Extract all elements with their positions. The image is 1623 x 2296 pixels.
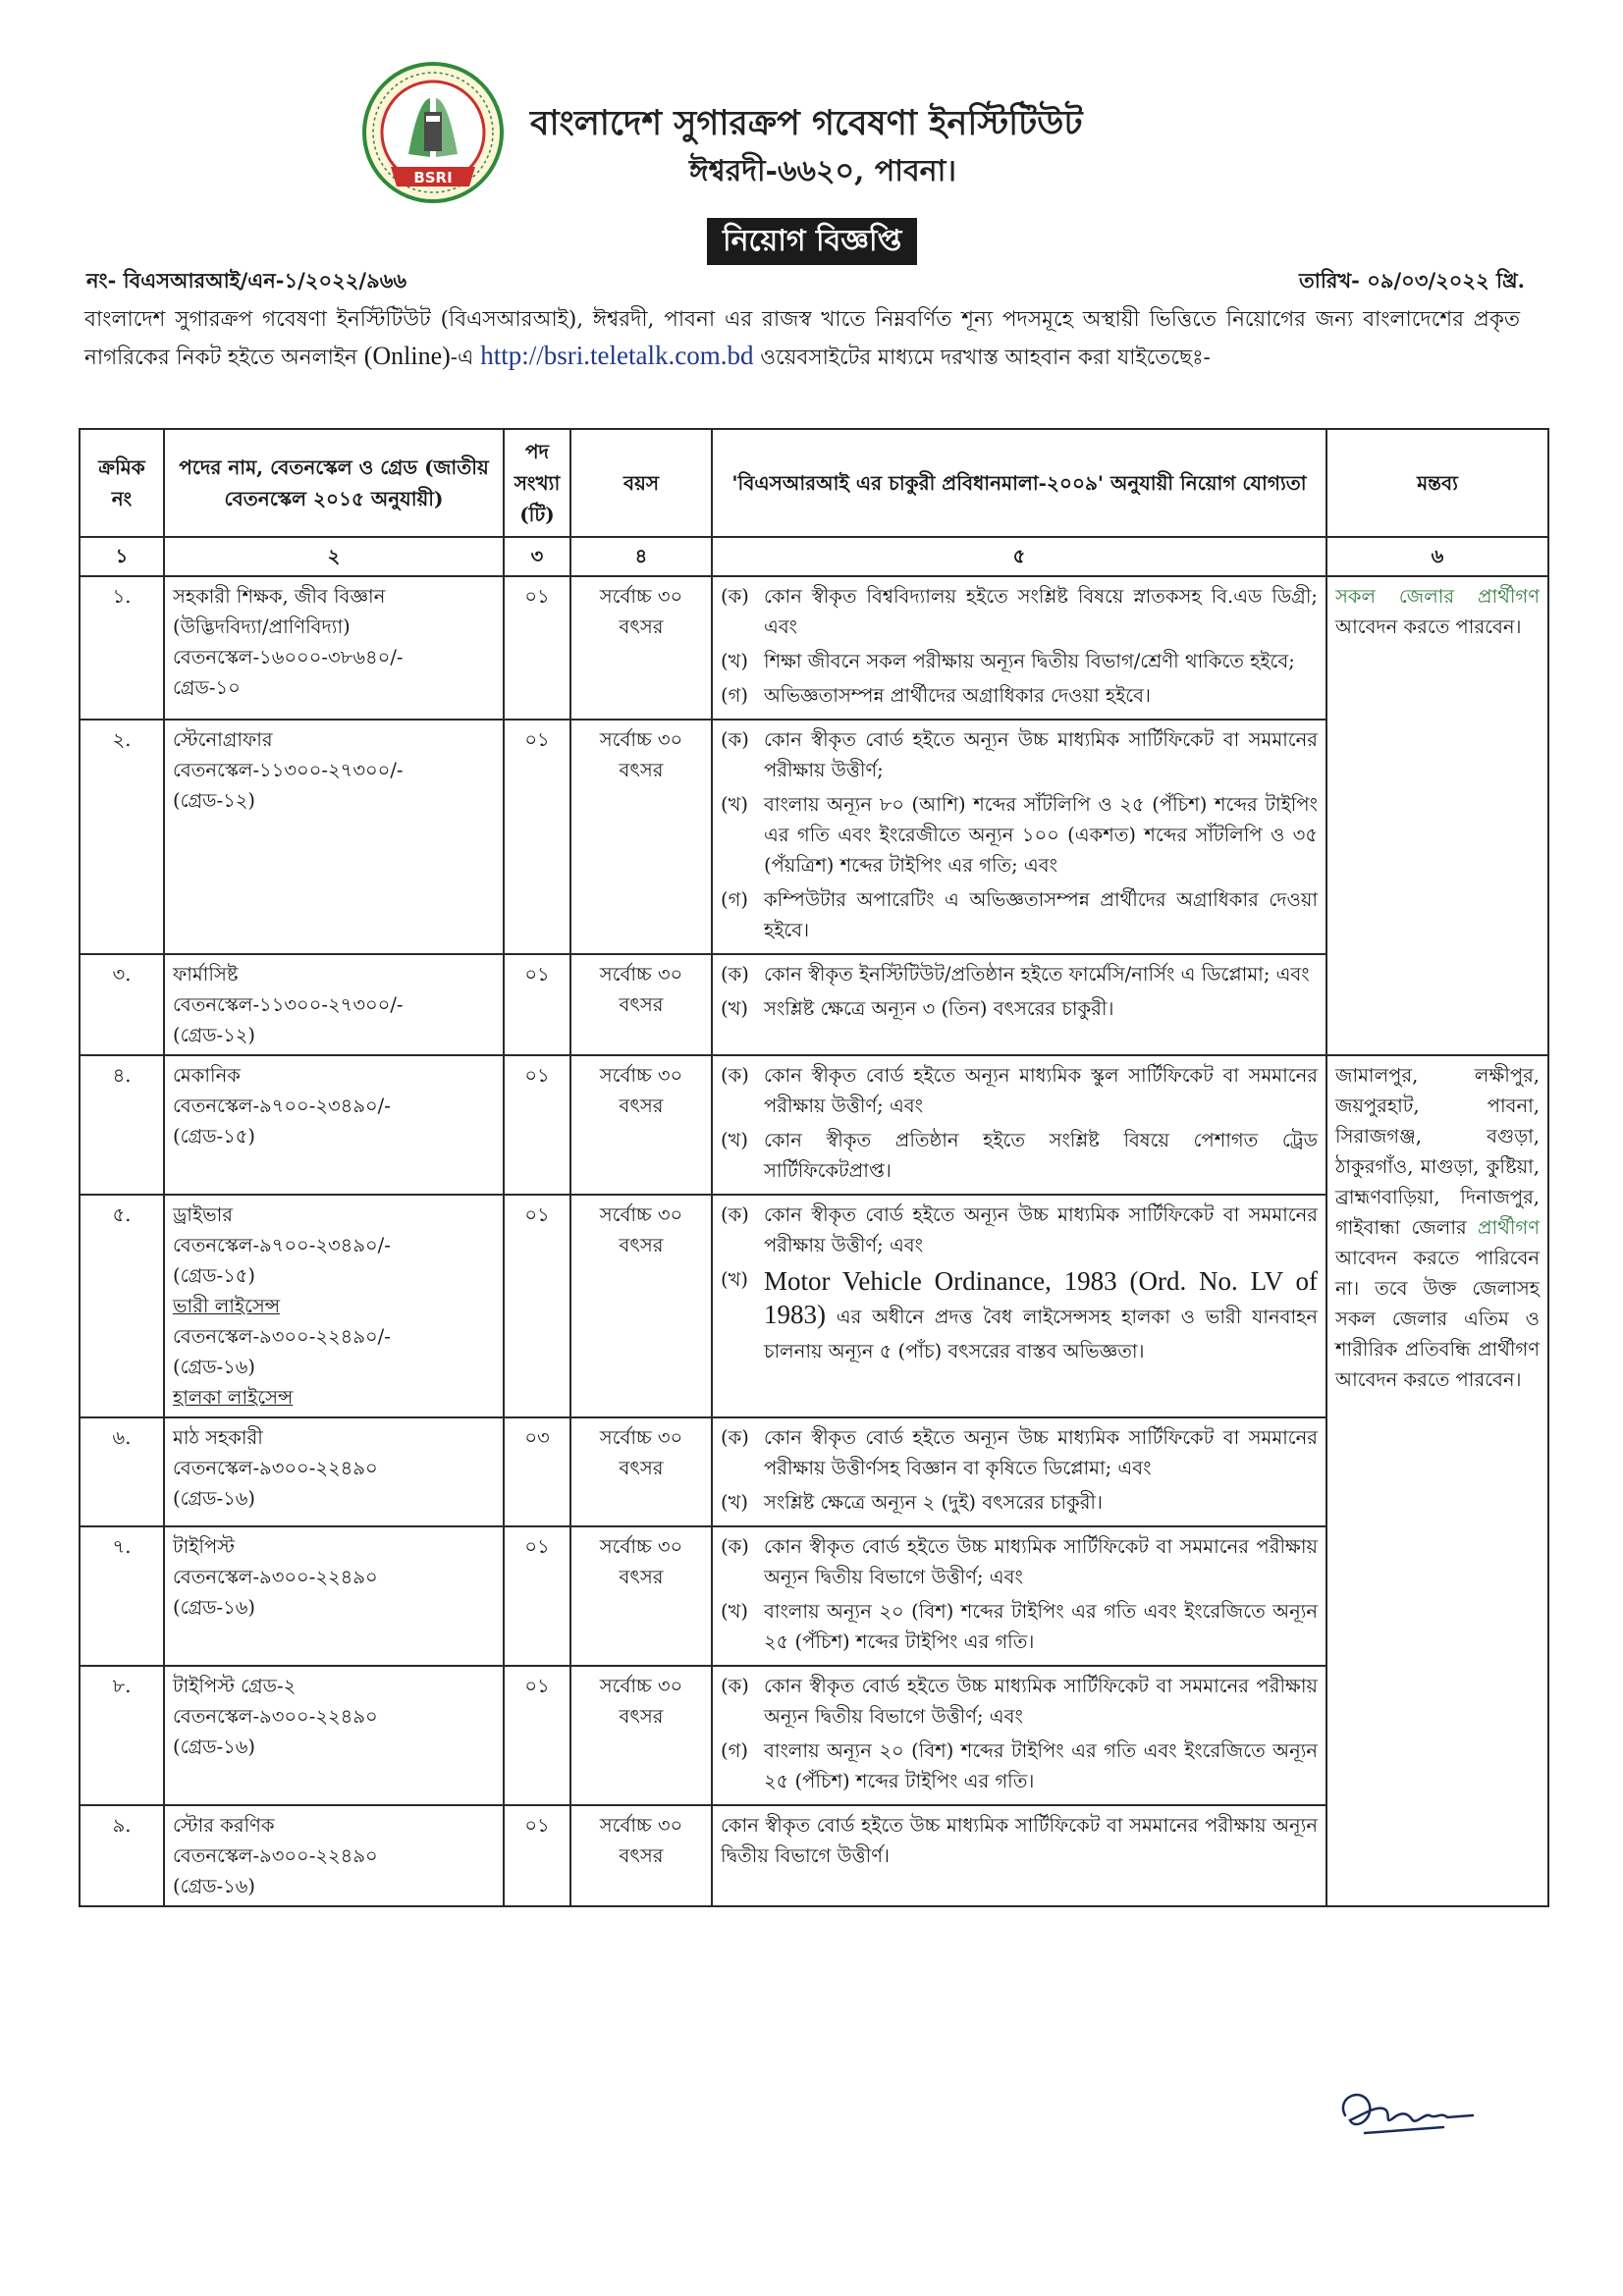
post-cell — [164, 1055, 504, 1195]
qualification-text — [764, 789, 1318, 881]
column-number: ৬ — [1326, 537, 1548, 576]
vacancy-table-body — [80, 576, 1548, 1906]
qualification-text-main: Motor Vehicle Ordinance, 1983 (Ord. No. LV of 1983) — [764, 1266, 1318, 1329]
post-cell — [164, 720, 504, 954]
qualification-marker: (ক) — [721, 1535, 749, 1558]
age-limit-cell: সর্বোচ্চ ৩০ বৎসর — [570, 1805, 712, 1906]
post-cell — [164, 1805, 504, 1906]
qualification-item — [721, 959, 1318, 989]
qualification-text — [764, 1735, 1318, 1796]
post-line: মাঠ সহকারী — [173, 1426, 263, 1449]
qualification-item — [721, 581, 1318, 642]
post-line: (গ্রেড-১২) — [173, 789, 256, 812]
post-line: টাইপিস্ট গ্রেড-২ — [173, 1675, 297, 1697]
qualification-text-main: বাংলায় অন্যূন ৮০ (আশি) শব্দের সাঁটলিপি ও ২৫ (পঁচিশ) শব্দের টাইপিং এর গতি এবং ইংরেজীতে অন্যূন ১০০ (একশত) শব্দের সাঁটলিপি ও ৩৫ (পঁয়ত্রিশ) শব্দের টাইপিং এর গতি; এবং — [764, 793, 1318, 877]
post-line: ভারী লাইসেন্স — [173, 1295, 281, 1317]
column-number: ২ — [164, 537, 504, 576]
qualification-text — [764, 1264, 1318, 1366]
qualification-text — [764, 1060, 1318, 1121]
post-line: ড্রাইভার — [173, 1203, 234, 1226]
qualification-item — [721, 1671, 1318, 1732]
age-limit-cell: সর্বোচ্চ ৩০ বৎসর — [570, 1666, 712, 1805]
column-number: ১ — [80, 537, 164, 576]
intro-paragraph — [84, 302, 1520, 376]
header-count: পদ সংখ্যা (টি) — [504, 429, 570, 537]
qualification-cell — [712, 1526, 1326, 1666]
post-line: বেতনস্কেল-১১৩০০-২৭৩০০/- — [173, 759, 404, 781]
post-line: বেতনস্কেল-৯৭০০-২৩৪৯০/- — [173, 1234, 391, 1256]
post-line: (গ্রেড-১২) — [173, 1024, 256, 1046]
signature — [1325, 2076, 1492, 2145]
serial-cell: ৬. — [80, 1417, 164, 1526]
qualification-marker: (গ) — [721, 1739, 748, 1762]
qualification-text — [764, 724, 1318, 785]
post-line: বেতনস্কেল-১১৩০০-২৭৩০০/- — [173, 993, 404, 1016]
post-line: (উদ্ভিদবিদ্যা/প্রাণিবিদ্যা) — [173, 615, 351, 638]
serial-cell: ৪. — [80, 1055, 164, 1195]
qualification-text-main: কোন স্বীকৃত বোর্ড হইতে উচ্চ মাধ্যমিক সার্টিফিকেট বা সমমানের পরীক্ষায় অন্যূন দ্বিতীয় বিভাগে উত্তীর্ণ; এবং — [764, 1535, 1318, 1588]
post-count-cell: ০১ — [504, 954, 570, 1055]
post-line: বেতনস্কেল-৯৩০০-২২৪৯০ — [173, 1457, 378, 1479]
qualification-text — [764, 1487, 1318, 1518]
qualification-marker: (খ) — [721, 997, 749, 1020]
post-line: (গ্রেড-১৬) — [173, 1487, 256, 1510]
post-line: বেতনস্কেল-৯৩০০-২২৪৯০ — [173, 1705, 378, 1728]
qualification-text-main: বাংলায় অন্যূন ২০ (বিশ) শব্দের টাইপিং এর গতি এবং ইংরেজিতে অন্যূন ২৫ (পঁচিশ) শব্দের টাইপিং এর গতি। — [764, 1739, 1318, 1792]
intro-text-2: -এ — [450, 346, 481, 370]
qualification-text-main: অভিজ্ঞতাসম্পন্ন প্রার্থীদের অগ্রাধিকার দেওয়া হইবে। — [764, 684, 1151, 707]
qualification-cell — [712, 1055, 1326, 1195]
table-row — [80, 1055, 1548, 1195]
qualification-text-main: কোন স্বীকৃত বোর্ড হইতে অন্যূন মাধ্যমিক স্কুল সার্টিফিকেট বা সমমানের পরীক্ষায় উত্তীর্ণ; এবং — [764, 1064, 1318, 1117]
post-line: টাইপিস্ট — [173, 1535, 235, 1558]
age-limit-cell: সর্বোচ্চ ৩০ বৎসর — [570, 1417, 712, 1526]
remark-text: সকল জেলার প্রার্থীগণ — [1335, 585, 1540, 608]
post-cell — [164, 1666, 504, 1805]
age-limit-cell: সর্বোচ্চ ৩০ বৎসর — [570, 954, 712, 1055]
qualification-text-main: সংশ্লিষ্ট ক্ষেত্রে অন্যূন ২ (দুই) বৎসরের চাকুরী। — [764, 1491, 1103, 1514]
column-number: ৪ — [570, 537, 712, 576]
qualification-item — [721, 680, 1318, 711]
qualification-marker: (খ) — [721, 793, 749, 816]
qualification-text — [764, 680, 1318, 711]
qualification-text-main: কোন স্বীকৃত বিশ্ববিদ্যালয় হইতে সংশ্লিষ্ট বিষয়ে স্নাতকসহ বি.এড ডিগ্রী; এবং — [764, 585, 1318, 638]
qualification-cell — [712, 1805, 1326, 1906]
qualification-marker: (ক) — [721, 963, 749, 986]
remark-cell-excluded-districts — [1326, 1055, 1548, 1906]
post-line: মেকানিক — [173, 1064, 241, 1087]
qualification-text-main: কোন স্বীকৃত প্রতিষ্ঠান হইতে সংশ্লিষ্ট বিষয়ে পেশাগত ট্রেড সার্টিফিকেটপ্রাপ্ত। — [764, 1129, 1318, 1182]
qualification-marker: (খ) — [721, 1491, 749, 1514]
bsri-logo — [361, 61, 505, 204]
qualification-text-main: কোন স্বীকৃত বোর্ড হইতে অন্যূন উচ্চ মাধ্যমিক সার্টিফিকেট বা সমমানের পরীক্ষায় উত্তীর্ণসহ বিজ্ঞান বা কৃষিতে ডিপ্লোমা; এবং — [764, 1426, 1318, 1479]
post-count-cell: ০১ — [504, 1055, 570, 1195]
post-line: (গ্রেড-১৫) — [173, 1264, 255, 1287]
qualification-text — [764, 1531, 1318, 1592]
qualification-marker: (ক) — [721, 1426, 749, 1449]
post-line: হালকা লাইসেন্স — [173, 1386, 294, 1409]
qualification-item — [721, 1735, 1318, 1796]
qualification-text-continued: এর অধীনে প্রদত্ত বৈধ লাইসেন্সসহ হালকা ও ভারী যানবাহন চালনায় অন্যূন ৫ (পাঁচ) বৎসরের বাস্তব অভিজ্ঞতা। — [764, 1306, 1318, 1362]
qualification-item — [721, 1531, 1318, 1592]
table-header-row — [80, 429, 1548, 537]
qualification-marker: (ক) — [721, 1064, 749, 1087]
qualification-text-main: বাংলায় অন্যূন ২০ (বিশ) শব্দের টাইপিং এর গতি এবং ইংরেজিতে অন্যূন ২৫ (পঁচিশ) শব্দের টাইপিং এর গতি। — [764, 1600, 1318, 1653]
column-number: ৩ — [504, 537, 570, 576]
qualification-item — [721, 1125, 1318, 1186]
post-line: (গ্রেড-১৬) — [173, 1596, 256, 1619]
column-number-row — [80, 537, 1548, 576]
post-line: বেতনস্কেল-১৬০০০-৩৮৬৪০/- — [173, 646, 404, 668]
qualification-marker: (খ) — [721, 1129, 749, 1151]
serial-cell: ৭. — [80, 1526, 164, 1666]
qualification-marker: (খ) — [721, 650, 749, 672]
qualification-text-main: কোন স্বীকৃত ইনস্টিটিউট/প্রতিষ্ঠান হইতে ফার্মেসি/নার্সিং এ ডিপ্লোমা; এবং — [764, 963, 1310, 986]
post-count-cell: ০১ — [504, 1805, 570, 1906]
qualification-item — [721, 993, 1318, 1024]
post-cell — [164, 954, 504, 1055]
qualification-item — [721, 1596, 1318, 1657]
qualification-marker: (গ) — [721, 888, 748, 911]
post-count-cell: ০১ — [504, 576, 570, 720]
age-limit-cell: সর্বোচ্চ ৩০ বৎসর — [570, 1055, 712, 1195]
age-limit-cell: সর্বোচ্চ ৩০ বৎসর — [570, 1195, 712, 1417]
qualification-marker: (খ) — [721, 1600, 749, 1623]
qualification-item — [721, 884, 1318, 945]
serial-cell: ২. — [80, 720, 164, 954]
logo-text: BSRI — [413, 169, 453, 187]
qualification-cell — [712, 576, 1326, 720]
table-row — [80, 576, 1548, 720]
intro-text-1: বাংলাদেশ সুগারক্রপ গবেষণা ইনস্টিটিউট (বিএসআরআই), ঈশ্বরদী, পাবনা এর রাজস্ব খাতে নিম্নবর্ণিত শূন্য পদসমূহে অস্থায়ী ভিত্তিতে নিয়োগের জন্য বাংলাদেশের প্রকৃত নাগরিকের নিকট হইতে অনলাইন — [84, 307, 1520, 370]
qualification-text-main: কোন স্বীকৃত বোর্ড হইতে অন্যূন উচ্চ মাধ্যমিক সার্টিফিকেট বা সমমানের পরীক্ষায় উত্তীর্ণ; — [764, 728, 1318, 781]
qualification-item — [721, 646, 1318, 676]
serial-cell: ৮. — [80, 1666, 164, 1805]
qualification-text-main: কোন স্বীকৃত বোর্ড হইতে উচ্চ মাধ্যমিক সার্টিফিকেট বা সমমানের পরীক্ষায় অন্যূন দ্বিতীয় বিভাগে উত্তীর্ণ; এবং — [764, 1675, 1318, 1728]
post-line: গ্রেড-১০ — [173, 676, 241, 699]
serial-cell: ৫. — [80, 1195, 164, 1417]
qualification-text — [721, 1810, 1318, 1871]
age-limit-cell: সর্বোচ্চ ৩০ বৎসর — [570, 720, 712, 954]
qualification-text — [764, 1671, 1318, 1732]
qualification-text-main: শিক্ষা জীবনে সকল পরীক্ষায় অন্যূন দ্বিতীয় বিভাগ/শ্রেণী থাকিতে হইবে; — [764, 650, 1295, 672]
post-count-cell: ০১ — [504, 1526, 570, 1666]
header-remark: মন্তব্য — [1326, 429, 1548, 537]
post-cell — [164, 1417, 504, 1526]
qualification-item — [721, 1422, 1318, 1483]
remark-text: প্রার্থীগণ — [1478, 1216, 1540, 1239]
post-cell — [164, 1526, 504, 1666]
qualification-text-main: কোন স্বীকৃত বোর্ড হইতে উচ্চ মাধ্যমিক সার্টিফিকেট বা সমমানের পরীক্ষায় অন্যূন দ্বিতীয় বিভাগে উত্তীর্ণ। — [721, 1814, 1318, 1867]
column-number: ৫ — [712, 537, 1326, 576]
organization-name: বাংলাদেশ সুগারক্রপ গবেষণা ইনস্টিটিউট — [530, 103, 1083, 143]
post-line: ফার্মাসিষ্ট — [173, 963, 239, 986]
post-count-cell: ০১ — [504, 1666, 570, 1805]
qualification-text-main: কম্পিউটার অপারেটিং এ অভিজ্ঞতাসম্পন্ন প্রার্থীদের অগ্রাধিকার দেওয়া হইবে। — [764, 888, 1318, 941]
qualification-cell — [712, 720, 1326, 954]
qualification-marker: (ক) — [721, 1675, 749, 1697]
age-limit-cell: সর্বোচ্চ ৩০ বৎসর — [570, 576, 712, 720]
qualification-cell — [712, 954, 1326, 1055]
memo-number: নং- বিএসআরআই/এন-১/২০২২/৯৬৬ — [86, 268, 407, 293]
qualification-text — [764, 646, 1318, 676]
intro-text-3: ওয়েবসাইটের মাধ্যমে দরখাস্ত আহবান করা যাইতেছেঃ- — [753, 346, 1211, 370]
age-limit-cell: সর্বোচ্চ ৩০ বৎসর — [570, 1526, 712, 1666]
post-line: বেতনস্কেল-৯৩০০-২২৪৯০/- — [173, 1325, 391, 1348]
post-line: বেতনস্কেল-৯৭০০-২৩৪৯০/- — [173, 1095, 391, 1117]
qualification-cell — [712, 1666, 1326, 1805]
qualification-cell — [712, 1417, 1326, 1526]
serial-cell: ১. — [80, 576, 164, 720]
qualification-marker: (ক) — [721, 1203, 749, 1226]
header-post: পদের নাম, বেতনস্কেল ও গ্রেড (জাতীয় বেতনস্কেল ২০১৫ অনুযায়ী) — [164, 429, 504, 537]
post-line: (গ্রেড-১৬) — [173, 1875, 256, 1897]
remark-text: আবেদন করতে পারিবেন না। তবে উক্ত জেলাসহ সকল জেলার এতিম ও শারীরিক প্রতিবন্ধি প্রার্থীগণ আবেদন করতে পারবেন। — [1335, 1247, 1540, 1391]
serial-cell: ৩. — [80, 954, 164, 1055]
qualification-text — [764, 1125, 1318, 1186]
qualification-item — [721, 1487, 1318, 1518]
header-qualification: 'বিএসআরআই এর চাকুরী প্রবিধানমালা-২০০৯' অনুযায়ী নিয়োগ যোগ্যতা — [712, 429, 1326, 537]
qualification-cell — [712, 1195, 1326, 1417]
qualification-text — [764, 1200, 1318, 1260]
post-cell — [164, 576, 504, 720]
post-line: (গ্রেড-১৫) — [173, 1125, 255, 1148]
header-age: বয়স — [570, 429, 712, 537]
qualification-text — [764, 959, 1318, 989]
post-line: স্টেনোগ্রাফার — [173, 728, 273, 751]
header-serial: ক্রমিক নং — [80, 429, 164, 537]
qualification-item — [721, 1200, 1318, 1260]
post-line: বেতনস্কেল-৯৩০০-২২৪৯০ — [173, 1844, 378, 1867]
post-line: (গ্রেড-১৬) — [173, 1735, 256, 1758]
application-url-link[interactable]: http://bsri.teletalk.com.bd — [480, 341, 754, 370]
remark-text: আবেদন করতে পারবেন। — [1335, 615, 1522, 638]
qualification-item — [721, 1264, 1318, 1366]
post-line: বেতনস্কেল-৯৩০০-২২৪৯০ — [173, 1566, 378, 1588]
qualification-marker: (গ) — [721, 684, 748, 707]
notice-title: নিয়োগ বিজ্ঞপ্তি — [707, 218, 917, 265]
qualification-item — [721, 1810, 1318, 1871]
qualification-text — [764, 884, 1318, 945]
post-line: সহকারী শিক্ষক, জীব বিজ্ঞান — [173, 585, 386, 608]
post-cell — [164, 1195, 504, 1417]
qualification-text — [764, 581, 1318, 642]
qualification-text — [764, 1596, 1318, 1657]
vacancy-table — [79, 428, 1549, 1907]
qualification-item — [721, 724, 1318, 785]
notice-date: তারিখ- ০৯/০৩/২০২২ খ্রি. — [1298, 268, 1525, 293]
serial-cell: ৯. — [80, 1805, 164, 1906]
qualification-marker: (খ) — [721, 1268, 749, 1291]
post-count-cell: ০৩ — [504, 1417, 570, 1526]
post-line: (গ্রেড-১৬) — [173, 1356, 256, 1378]
qualification-item — [721, 789, 1318, 881]
qualification-marker: (ক) — [721, 728, 749, 751]
qualification-text — [764, 993, 1318, 1024]
qualification-marker: (ক) — [721, 585, 749, 608]
qualification-text-main: কোন স্বীকৃত বোর্ড হইতে অন্যূন উচ্চ মাধ্যমিক সার্টিফিকেট বা সমমানের পরীক্ষায় উত্তীর্ণ; এবং — [764, 1203, 1318, 1256]
post-count-cell: ০১ — [504, 1195, 570, 1417]
remark-cell-all-districts — [1326, 576, 1548, 1055]
post-count-cell: ০১ — [504, 720, 570, 954]
remark-text: জামালপুর, লক্ষীপুর, জয়পুরহাট, পাবনা, সিরাজগঞ্জ, বগুড়া, ঠাকুরগাঁও, মাগুড়া, কুষ্টিয়া, ব্রাহ্মণবাড়িয়া, দিনাজপুর, গাইবান্ধা জেলার — [1335, 1064, 1540, 1239]
qualification-text — [764, 1422, 1318, 1483]
post-line: স্টোর করণিক — [173, 1814, 275, 1837]
intro-online: (Online) — [363, 342, 451, 370]
organization-address: ঈশ্বরদী-৬৬২০, পাবনা। — [689, 154, 957, 188]
qualification-text-main: সংশ্লিষ্ট ক্ষেত্রে অন্যূন ৩ (তিন) বৎসরের চাকুরী। — [764, 997, 1114, 1020]
qualification-item — [721, 1060, 1318, 1121]
